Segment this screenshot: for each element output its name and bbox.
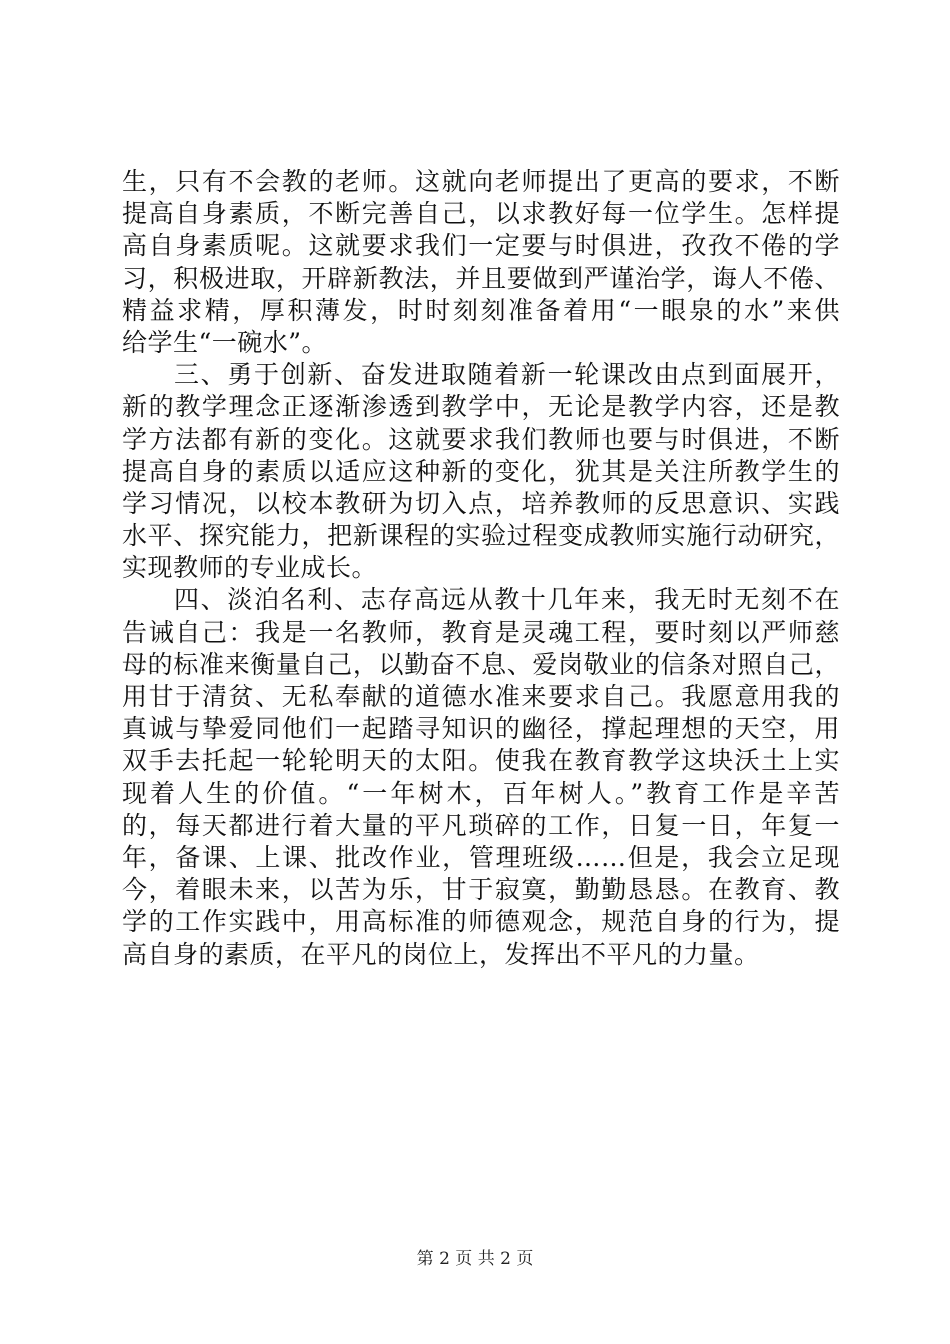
text-line: 告诫自己：我是一名教师，教育是灵魂工程，要时刻以严师慈 (122, 617, 840, 647)
text-line: 母的标准来衡量自己，以勤奋不息、爱岗敬业的信条对照自己， (122, 649, 840, 679)
text-line: 年，备课、上课、批改作业，管理班级……但是，我会立足现 (122, 842, 840, 872)
text-line: 现着人生的价值。“一年树木，百年树人。”教育工作是辛苦 (122, 778, 840, 808)
text-line: 用甘于清贫、无私奉献的道德水准来要求自己。我愿意用我的 (122, 682, 840, 711)
text-line: 高自身素质呢。这就要求我们一定要与时俱进，孜孜不倦的学 (122, 231, 840, 261)
text-line: 提高自身的素质以适应这种新的变化，犹其是关注所教学生的 (122, 456, 840, 486)
text-line: 给学生“一碗水”。 (122, 327, 328, 357)
document-body (122, 166, 840, 971)
text-line: 习，积极进取，开辟新教法，并且要做到严谨治学，诲人不倦、 (122, 263, 840, 293)
text-line: 水平、探究能力，把新课程的实验过程变成教师实施行动研究， (122, 521, 840, 551)
text-line: 学的工作实践中，用高标准的师德观念，规范自身的行为，提 (122, 907, 840, 937)
text-line: 高自身的素质，在平凡的岗位上，发挥出不平凡的力量。 (122, 939, 760, 969)
text-line: 今，着眼未来，以苦为乐，甘于寂寞，勤勤恳恳。在教育、教 (122, 875, 840, 905)
page-footer: 第 2 页 共 2 页 (416, 1249, 534, 1269)
text-line: 提高自身素质，不断完善自己，以求教好每一位学生。怎样提 (122, 199, 840, 229)
text-line: 学习情况，以校本教研为切入点，培养教师的反思意识、实践 (122, 488, 840, 518)
text-line: 精益求精，厚积薄发，时时刻刻准备着用“一眼泉的水”来供 (122, 295, 840, 325)
text-line: 学方法都有新的变化。这就要求我们教师也要与时俱进，不断 (122, 424, 840, 454)
text-line: 双手去托起一轮轮明天的太阳。使我在教育教学这块沃土上实 (122, 746, 840, 776)
text-line: 的，每天都进行着大量的平凡琐碎的工作，日复一日，年复一 (122, 810, 840, 840)
text-line: 新的教学理念正逐渐渗透到教学中，无论是教学内容，还是教 (122, 392, 840, 422)
text-line: 三、勇于创新、奋发进取随着新一轮课改由点到面展开， (174, 360, 840, 390)
text-line: 生，只有不会教的老师。这就向老师提出了更高的要求，不断 (122, 167, 840, 196)
text-line: 实现教师的专业成长。 (122, 553, 378, 583)
text-line: 真诚与挚爱同他们一起踏寻知识的幽径，撑起理想的天空，用 (122, 714, 840, 744)
text-line: 四、淡泊名利、志存高远从教十几年来，我无时无刻不在 (174, 585, 840, 615)
